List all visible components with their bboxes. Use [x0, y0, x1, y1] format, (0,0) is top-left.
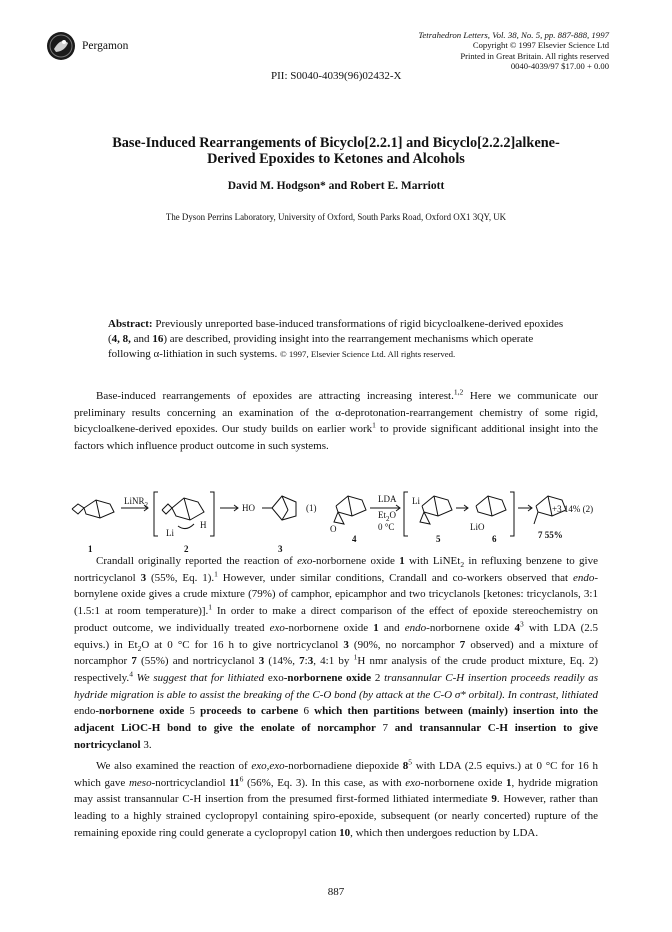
- p2-segment: 3: [143, 738, 149, 751]
- copyright-line: Copyright © 1997 Elsevier Science Ltd: [472, 40, 609, 51]
- nortricyclanol-3-structure: [262, 496, 296, 520]
- p3-segment: . However, rather than leading to a highly strained cyclopropyl containing spiro-epoxide, subsequent (or nearly concerted) rupture of the remaining epoxide ring could generate a cyclopropyl cation: [74, 793, 598, 839]
- abstract-text-2e: ) are described, providing insight into the rearrangement mechanisms: [163, 333, 469, 345]
- abstract-cmpd-a: 4, 8,: [111, 333, 131, 345]
- abstract-copyright: © 1997, Elsevier Science Ltd. All rights reserved.: [279, 349, 456, 359]
- cmpd-6-label: 6: [492, 534, 497, 544]
- p2-segment: exo: [267, 671, 284, 684]
- p2-segment: -norbornene oxide: [426, 621, 515, 634]
- p2-segment: with LiNEt: [404, 555, 461, 567]
- paper-title: [60, 135, 612, 167]
- yield7-label: 7 55%: [538, 530, 563, 540]
- p2-segment: which then partitions between (mainly) insertion into the adjacent LiOC-H bond to give the enolate of norcamphor: [74, 705, 598, 735]
- journal-citation: Tetrahedron Letters, Vol. 38, No. 5, pp. 887-888, 1997: [418, 30, 609, 40]
- p2-segment: 3: [343, 638, 349, 651]
- p3-segment: , hydride migration may assist transannular C-H insertion from the presumed first-formed lithiated intermediate: [74, 776, 598, 806]
- paragraph-intro: [74, 388, 598, 455]
- abstract-cmpd-b: 16: [152, 333, 164, 345]
- p3-segment: 10: [339, 826, 351, 839]
- temperature-label: 0 °C: [378, 522, 395, 532]
- p2-segment: 2: [374, 671, 381, 684]
- p2-segment: 1: [373, 621, 379, 634]
- p3-segment: 9: [491, 793, 497, 806]
- p3-segment: with LDA (2.5 equivs.) at 0 °C for 16 h which gave: [74, 760, 598, 789]
- publisher-name: Pergamon: [82, 40, 129, 52]
- p2-segment: 3: [307, 655, 314, 668]
- p2-segment: 5: [189, 705, 195, 718]
- p2-segment: proceeds to carbene: [194, 705, 304, 718]
- paragraph-crandall: [74, 553, 598, 753]
- pergamon-logo-icon: [46, 31, 76, 61]
- p2-segment: in refluxing benzene to give nortricyclanol: [74, 555, 598, 584]
- p3-segment: 11: [229, 776, 240, 789]
- p3-segment: -nortricyclandiol: [151, 776, 230, 789]
- p1-segment: Here we communicate our preliminary results concerning an examination of the α-deprotonation-rearrangement chemistry of some rigid, bicycloalkene-derived epoxides. Our study builds on earlier work: [74, 390, 598, 436]
- p2-segment: (55%) and nortricyclanol: [136, 655, 259, 668]
- p1-segment: 1,2: [453, 387, 464, 397]
- p2-segment: 7: [131, 655, 137, 668]
- p2-segment: and transannular C-H insertion to give nortricyclanol: [74, 722, 599, 751]
- affiliation: The Dyson Perrins Laboratory, University of Oxford, South Parks Road, Oxford OX1 3QY, UK: [165, 212, 507, 222]
- p3-segment: -norbornadiene diepoxide: [284, 760, 403, 772]
- p2-segment: (55%, Eq. 1).: [146, 571, 215, 584]
- endo-norbornene-oxide-4-structure: [334, 496, 366, 524]
- abstract-text-2c: and: [130, 333, 153, 345]
- abstract-text-3: which operate following α-lithiation in such systems.: [108, 333, 534, 360]
- p2-segment: 3: [140, 571, 147, 584]
- reagent-linr2-label: LiNR$_2$: [124, 496, 149, 509]
- p2-segment: endo: [404, 621, 427, 634]
- p2-segment: We suggest that for lithiated: [132, 671, 268, 684]
- p2-segment: :: [304, 655, 308, 668]
- p2-segment: 1: [399, 555, 405, 567]
- p3-segment: 6: [239, 774, 244, 784]
- carbene-6-structure: [476, 496, 506, 516]
- p3-segment: exo: [405, 776, 421, 789]
- p2-segment: , 4:1 by: [313, 655, 354, 668]
- p3-segment: -norbornene oxide: [420, 776, 507, 789]
- p2-segment: and: [378, 621, 405, 634]
- o-label: O: [330, 524, 337, 534]
- solvent-label: $Et_2O$: [378, 510, 396, 523]
- p2-segment: 3: [258, 655, 265, 668]
- p2-segment: (90%, no norcamphor: [348, 638, 460, 651]
- p2-segment: 4: [514, 621, 521, 634]
- lithiated-epoxide-5-structure: [420, 496, 452, 524]
- page-number: 887: [327, 886, 345, 898]
- printed-line: Printed in Great Britain. All rights reserved: [460, 50, 609, 61]
- p2-segment: 4: [129, 669, 133, 679]
- p3-segment: exo,exo: [251, 760, 285, 772]
- p2-segment: endo: [572, 571, 595, 584]
- journal-info: [418, 30, 609, 71]
- p1-segment: 1: [372, 420, 376, 430]
- cmpd-3-label: 3: [278, 544, 283, 554]
- p2-segment: 1: [353, 652, 358, 662]
- p2-segment: -norbornene oxide: [312, 555, 400, 567]
- reaction-scheme: [66, 478, 606, 562]
- p2-segment: 2: [460, 560, 465, 570]
- p2-segment: However, under similar conditions, Crandall and co-workers observed that: [217, 571, 573, 584]
- p2-segment: exo: [269, 621, 285, 634]
- p2-segment: 7: [299, 655, 305, 668]
- p2-segment: endo: [74, 705, 96, 718]
- p2-segment: 6: [303, 705, 309, 718]
- paragraph-diepoxide: [74, 758, 598, 842]
- p2-segment: transannular C-H insertion proceeds readily as hydride migration is able to assist the breaking of the C-O bond (by attack at the C-O σ* orbital). In contrast, lithiated: [74, 671, 598, 701]
- p3-segment: 8: [402, 760, 409, 772]
- p2-segment: with LDA (2.5 equivs.) in Et: [74, 621, 599, 651]
- li2-label: Li: [412, 496, 420, 506]
- p2-segment: (14%,: [264, 655, 300, 668]
- abstract: [108, 317, 574, 362]
- p3-segment: meso: [128, 776, 152, 789]
- cmpd-1-label: 1: [88, 544, 93, 554]
- p2-segment: 7: [459, 638, 466, 651]
- yield-label: +3 14% (2): [552, 504, 594, 514]
- p1-segment: to provide significant additional insight into the factors which influence product outcome in such systems.: [74, 423, 598, 453]
- li-label: Li: [166, 528, 174, 538]
- reagent-lda-label: LDA: [378, 494, 397, 504]
- abstract-text-1: Previously unreported base-induced transformations of rigid bicycloalkene-derived: [155, 318, 522, 330]
- lithiated-epoxide-2-structure: [162, 498, 204, 529]
- abstract-label: Abstract:: [108, 318, 153, 330]
- price-line: 0040-4039/97 $17.00 + 0.00: [510, 60, 609, 71]
- p2-segment: Crandall originally reported the reaction of: [96, 555, 298, 567]
- p2-segment: observed) and a mixture of norcamphor: [74, 638, 599, 668]
- p2-segment: 7: [382, 722, 388, 735]
- cmpd-2-label: 2: [184, 544, 189, 554]
- p2-segment: -norbornene oxide: [284, 621, 374, 634]
- p3-segment: 5: [408, 757, 412, 767]
- cmpd-5-label: 5: [436, 534, 441, 544]
- p2-segment: -bornylene oxide gives a crude mixture (79%) of camphor, epicamphor and two tricyclanols [ketones: tricyclanols, 3:1 (1.5:1 at room temperature)].: [74, 571, 598, 618]
- p2-segment: In order to make a direct comparison of the effect of epoxide stereochemistry on product outcome, we individually treated: [74, 605, 598, 634]
- author-list: David M. Hodgson* and Robert E. Marriott: [227, 180, 445, 192]
- abstract-text-2a: epoxides (: [108, 318, 564, 345]
- title-line-2: Derived Epoxides to Ketones and Alcohols: [207, 151, 465, 167]
- p2-segment: 1: [208, 602, 213, 612]
- ho-label: HO: [242, 503, 255, 513]
- p3-segment: We also examined the reaction of: [96, 760, 252, 772]
- eq1-label: (1): [306, 503, 317, 513]
- p3-segment: , which then undergoes reduction by LDA.: [350, 826, 539, 839]
- cmpd-4-label: 4: [352, 534, 357, 544]
- p3-segment: (56%, Eq. 3). In this case, as with: [243, 776, 406, 789]
- p3-segment: 1: [506, 776, 512, 789]
- title-line-1: Base-Induced Rearrangements of Bicyclo[2.2.1] and Bicyclo[2.2.2]alkene-: [112, 135, 560, 151]
- p2-segment: 2: [137, 643, 142, 653]
- p1-segment: Base-induced rearrangements of epoxides are attracting increasing interest.: [96, 390, 454, 402]
- p2-segment: .: [148, 738, 152, 751]
- lio-label: LiO: [470, 522, 485, 532]
- p2-segment: 3: [520, 619, 524, 629]
- h-label: H: [200, 520, 207, 530]
- pii-identifier: PII: S0040-4039(96)02432-X: [271, 70, 402, 82]
- p2-segment: -norbornene oxide: [95, 705, 190, 718]
- p2-segment: 1: [214, 569, 218, 579]
- norbornene-oxide-1-structure: [72, 500, 114, 518]
- p2-segment: exo: [297, 555, 313, 567]
- p2-segment: H nmr analysis of the crude product mixture, Eq. 2) respectively.: [74, 655, 598, 684]
- p2-segment: -norbornene oxide: [283, 671, 375, 684]
- p2-segment: O at 0 °C for 16 h to give nortricyclanol: [141, 638, 344, 651]
